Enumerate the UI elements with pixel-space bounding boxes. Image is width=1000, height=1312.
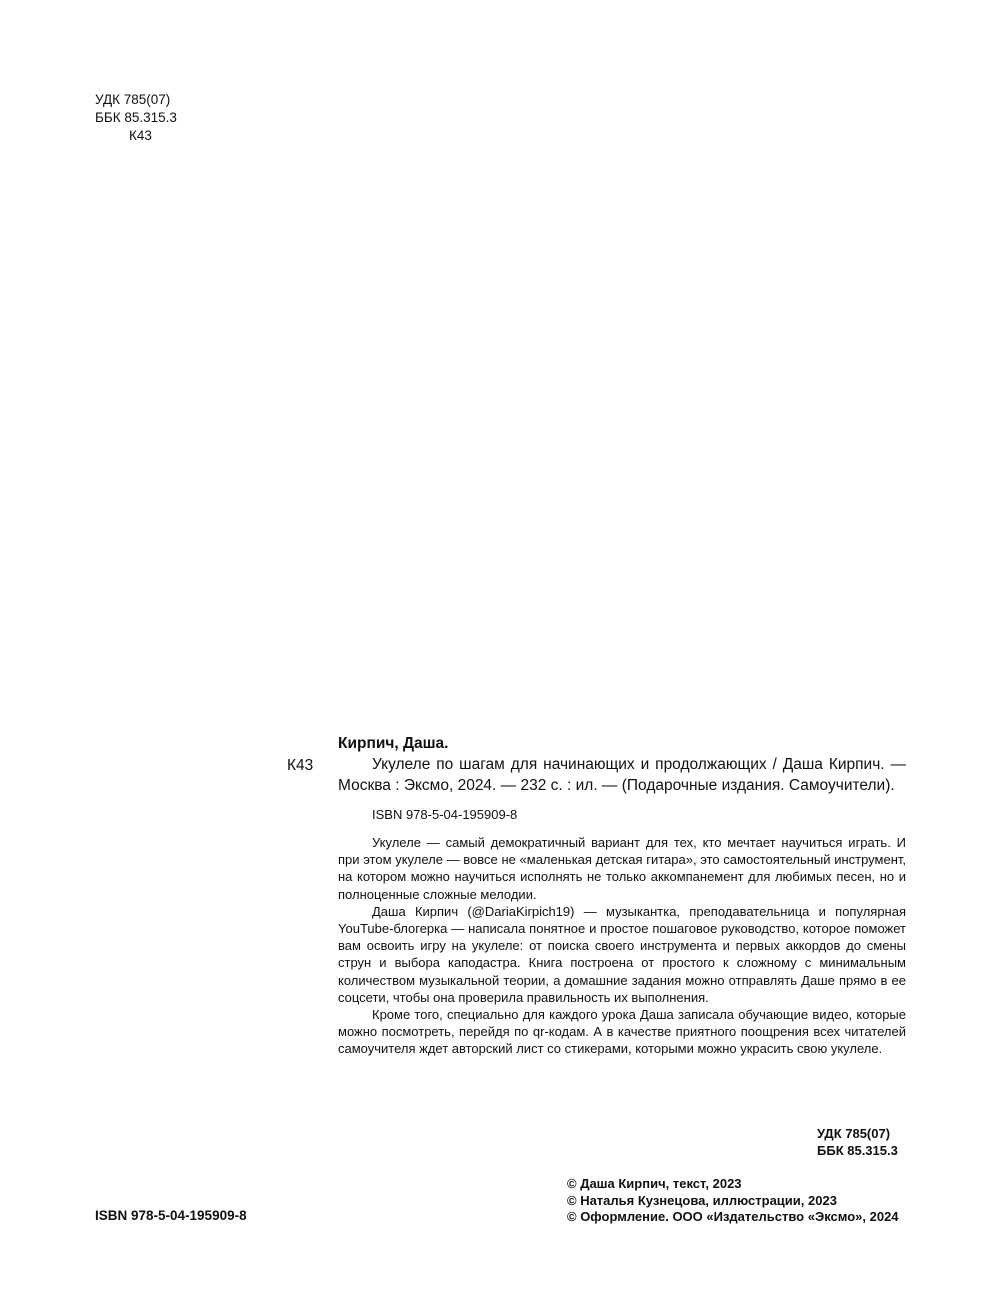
copyright-design: © Оформление. ООО «Издательство «Эксмо», 2024 (567, 1209, 899, 1224)
copyright-text: © Даша Кирпич, текст, 2023 (567, 1176, 742, 1191)
annotation-paragraph: Кроме того, специально для каждого урока Даша записала обучающие видео, которые можно посмотреть, перейдя по qr-кодам. А в качестве приятного поощрения всех читателей самоучителя ждет авторский лист со стикерами, которыми можно украсить свою укулеле. (338, 1007, 906, 1057)
bbk-code: ББК 85.315.3 (817, 1143, 898, 1158)
bbk-code: ББК 85.315.3 (95, 110, 177, 125)
annotation (338, 834, 906, 1058)
bibliographic-record (338, 734, 906, 1058)
author-mark: К43 (129, 128, 152, 143)
copyright-illustrations: © Наталья Кузнецова, иллюстрации, 2023 (567, 1192, 837, 1208)
isbn-bottom: ISBN 978-5-04-195909-8 (95, 1208, 247, 1223)
author-heading: Кирпич, Даша. (338, 735, 449, 752)
udk-code: УДК 785(07) (817, 1126, 891, 1141)
copyright-block (567, 1176, 899, 1226)
title-record: Укулеле по шагам для начинающих и продолжающих / Даша Кирпич. — Москва : Эксмо, 2024. — 232 с. : ил. — (Подарочные издания. Самоучители). (338, 756, 906, 794)
annotation-paragraph: Укулеле — самый демократичный вариант для тех, кто мечтает научиться играть. И при этом укулеле — вовсе не «маленькая детская гитара», это самостоятельный инструмент, на котором можно научиться исполнять не только аккомпанемент для любимых песен, но и полноценные сложные мелодии. (338, 835, 906, 902)
record-isbn: ISBN 978-5-04-195909-8 (372, 807, 518, 822)
bottom-classification-block (817, 1125, 898, 1159)
udk-code: УДК 785(07) (95, 92, 171, 107)
record-author-mark: К43 (287, 757, 314, 774)
top-classification-block (95, 91, 177, 145)
annotation-paragraph: Даша Кирпич (@DariaKirpich19) — музыкантка, преподавательница и популярная YouTube-блогерка — написала понятное и простое пошаговое руководство, которое поможет вам освоить игру на укулеле: от поиска своего инструмента и первых аккордов до смены струн и выбора каподастра. Книга построена от простого к сложному с минимальным количеством музыкальной теории, а домашние задания можно отправлять Даше прямо в ее соцсети, чтобы она проверила правильность их выполнения. (338, 903, 906, 1005)
